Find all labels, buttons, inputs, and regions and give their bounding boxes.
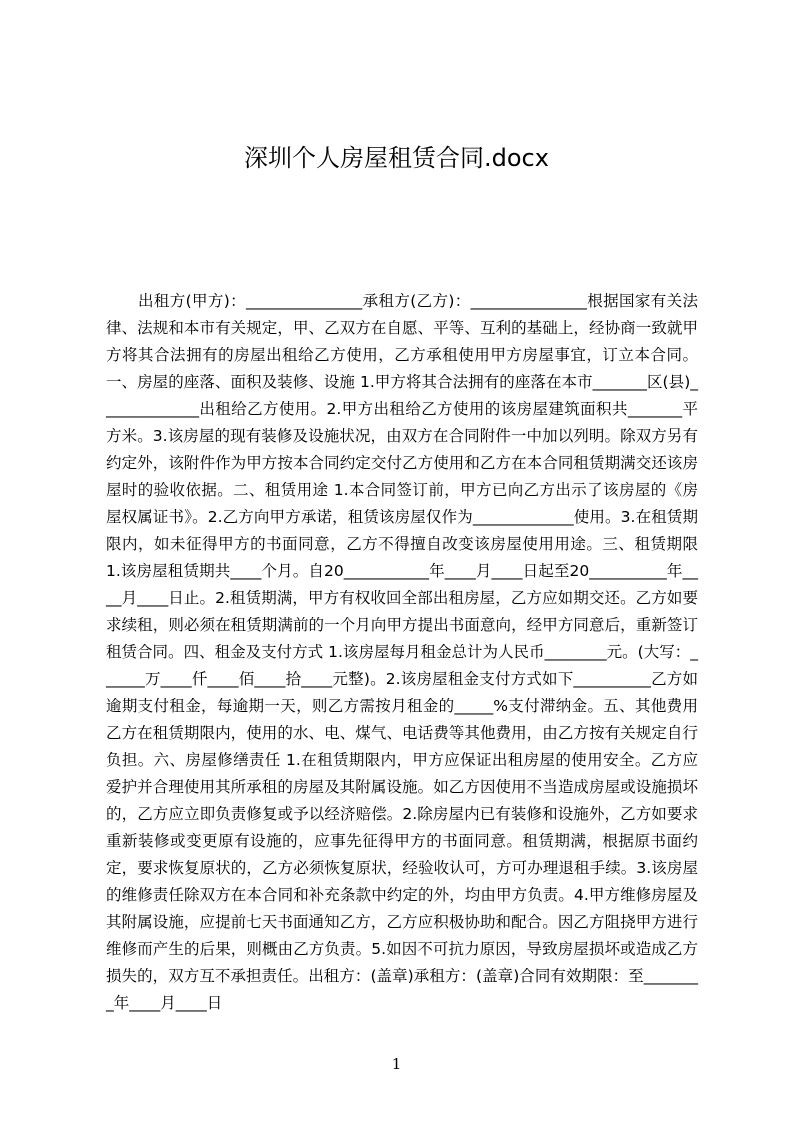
contract-body-text: 出租方(甲方)：_______________承租方(乙方)：_______________根据国家有关法律、法规和本市有关规定，甲、乙双方在自愿、平等、互利的基础上，经协商一致就甲方将其合法拥有的房屋出租给乙方使用，乙方承租使用甲方房屋事宜，订立本合同。一、房屋的座落、面积及装修、设施 1.甲方将其合法拥有的座落在本市_______区(县)_____________出租给乙方使用。2.甲方出租给乙方使用的该房屋建筑面积共_______平方米。3.该房屋的现有装修及设施状况，由双方在合同附件一中加以列明。除双方另有约定外，该附件作为甲方按本合同约定交付乙方使用和乙方在本合同租赁期满交还该房屋时的验收依据。二、租赁用途 1.本合同签订前，甲方已向乙方出示了该房屋的《房屋权属证书》。2.乙方向甲方承诺，租赁该房屋仅作为_____________使用。3.在租赁期限内，如未征得甲方的书面同意，乙方不得擅自改变该房屋使用用途。三、租赁期限 1.该房屋租赁期共____个月。自20___________年____月____日起至20__________年____月____日止。2.租赁期满，甲方有权收回全部出租房屋，乙方应如期交还。乙方如要求续租，则必须在租赁期满前的一个月向甲方提出书面意向，经甲方同意后，重新签订租赁合同。四、租金及支付方式 1.该房屋每月租金总计为人民币________元。(大写：______万____仟____佰____拾____元整)。2.该房屋租金支付方式如下__________乙方如逾期支付租金，每逾期一天，则乙方需按月租金的_____%支付滞纳金。五、其他费用乙方在租赁期限内，使用的水、电、煤气、电话费等其他费用，由乙方按有关规定自行负担。六、房屋修缮责任 1.在租赁期限内，甲方应保证出租房屋的使用安全。乙方应爱护并合理使用其所承租的房屋及其附属设施。如乙方因使用不当造成房屋或设施损坏的，乙方应立即负责修复或予以经济赔偿。2.除房屋内已有装修和设施外，乙方如要求重新装修或变更原有设施的，应事先征得甲方的书面同意。租赁期满，根据原书面约定，要求恢复原状的，乙方必须恢复原状，经验收认可，方可办理退租手续。3.该房屋的维修责任除双方在本合同和补充条款中约定的外，均由甲方负责。4.甲方维修房屋及其附属设施，应提前七天书面通知乙方，乙方应积极协助和配合。因乙方阻挠甲方进行维修而产生的后果，则概由乙方负责。5.如因不可抗力原因，导致房屋损坏或造成乙方损失的，双方互不承担责任。出租方：(盖章)承租方：(盖章)合同有效期限：至________年____月____日 — [106, 292, 698, 1012]
document-title: 深圳个人房屋租赁合同.docx — [244, 144, 549, 172]
page-number: 1 — [391, 1055, 402, 1073]
